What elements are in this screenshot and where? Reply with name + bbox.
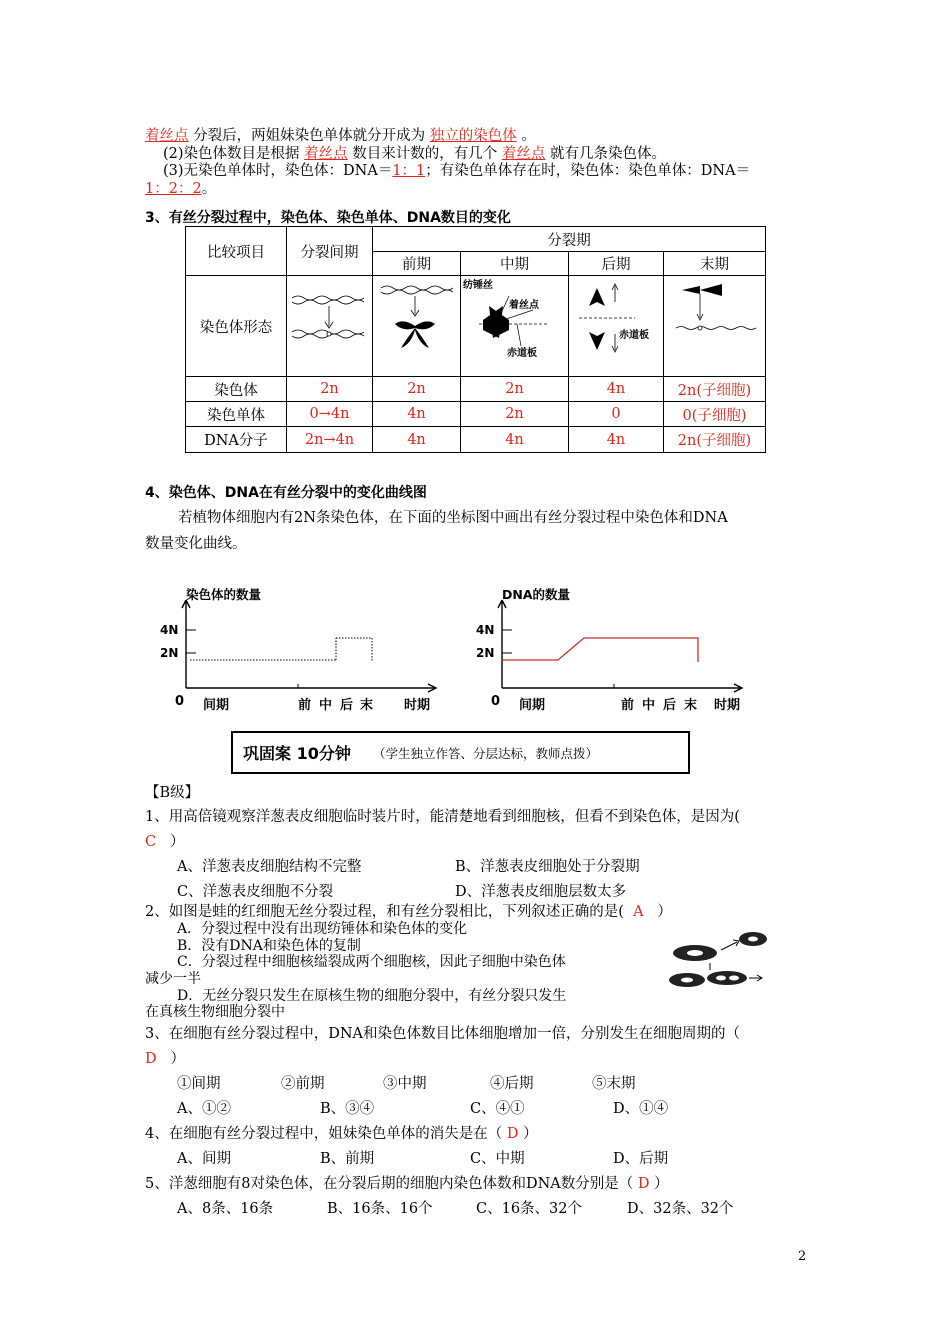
header-item: 比较项目	[186, 227, 287, 276]
section4-heading: 4、染色体、DNA在有丝分裂中的变化曲线图	[145, 485, 427, 501]
intro-text: 就有几条染色体。	[545, 146, 666, 162]
table-cell: 2n	[287, 377, 373, 402]
chart2-x-anaphase: 后	[663, 698, 677, 713]
intro-text: (2)染色体数目是根据	[163, 146, 305, 162]
section4-paragraph-1: 若植物体细胞内有2N条染色体，在下面的坐标图中画出有丝分裂过程中染色体和DNA	[178, 510, 728, 526]
question-3-item-5: ⑤末期	[592, 1076, 636, 1092]
prophase-chromosome-figure	[373, 276, 460, 372]
morph-metaphase	[461, 276, 569, 377]
question-4-stem-line	[145, 1122, 538, 1143]
question-5-option-b: B、16条、16个	[327, 1201, 433, 1217]
section4-paragraph-2: 数量变化曲线。	[145, 536, 247, 552]
question-2-close: ）	[657, 904, 672, 920]
chart1-origin: 0	[175, 694, 185, 709]
intro-text: 分裂后，两姐妹染色单体就分开成为	[188, 128, 430, 144]
table-cell: 4n	[373, 427, 461, 453]
answer-centromere: 着丝点	[145, 128, 189, 144]
interphase-chromosome-figure	[287, 276, 372, 372]
morph-interphase	[287, 276, 373, 377]
intro-text: ；有染色单体存在时，染色体：染色单体：DNA＝	[425, 163, 751, 179]
question-3-option-a: A、①②	[177, 1101, 231, 1117]
question-3-option-b: B、③④	[320, 1101, 375, 1117]
intro-line-4	[145, 177, 216, 198]
question-4-option-a: A、间期	[177, 1151, 231, 1167]
table-cell: 2n(子细胞)	[664, 377, 766, 402]
chart2-x-prophase: 前	[621, 698, 635, 713]
chart1-x-anaphase: 后	[340, 698, 354, 713]
chart1-x-prophase: 前	[298, 698, 312, 713]
morph-prophase	[373, 276, 461, 377]
question-3-item-3: ③中期	[383, 1076, 427, 1092]
question-2-option-d2: 在真核生物细胞分裂中	[145, 1004, 285, 1020]
label-centromere: 着丝点	[509, 300, 539, 311]
question-3-stem: 3、在细胞有丝分裂过程中，DNA和染色体数目比体细胞增加一倍，分别发生在细胞周期的（	[145, 1026, 741, 1042]
morph-telophase	[664, 276, 766, 377]
chart2-title: DNA的数量	[502, 587, 571, 602]
chart2-ytick-2n: 2N	[476, 646, 495, 660]
intro-text: 数目来计数的，有几个	[347, 146, 502, 162]
row-morphology-label: 染色体形态	[186, 276, 287, 377]
consolidation-box	[231, 731, 690, 774]
question-3-item-4: ④后期	[490, 1076, 534, 1092]
header-metaphase: 中期	[461, 252, 569, 276]
label-equatorial-plate-2: 赤道板	[619, 330, 649, 341]
question-5-answer: D	[637, 1176, 650, 1192]
question-5-option-c: C、16条、32个	[476, 1201, 582, 1217]
question-4-stem: 4、在细胞有丝分裂过程中，姐妹染色单体的消失是在（	[145, 1126, 503, 1142]
question-4-answer: D	[506, 1126, 519, 1142]
table-cell: 0→4n	[287, 402, 373, 427]
question-1-option-c: C、洋葱表皮细胞不分裂	[177, 884, 334, 900]
question-3-close: ）	[170, 1051, 185, 1067]
question-3-option-d: D、①④	[613, 1101, 669, 1117]
question-2-answer: A	[633, 904, 644, 920]
question-3-item-1: ①间期	[177, 1076, 221, 1092]
question-5-close: ）	[654, 1176, 669, 1192]
header-anaphase: 后期	[569, 252, 664, 276]
intro-text: 。	[201, 181, 217, 197]
question-1-option-b: B、洋葱表皮细胞处于分裂期	[455, 859, 640, 875]
question-4-option-c: C、中期	[470, 1151, 525, 1167]
comparison-table	[185, 226, 766, 453]
table-cell: 4n	[569, 427, 664, 453]
header-telophase: 末期	[664, 252, 766, 276]
section3-heading: 3、有丝分裂过程中，染色体、染色单体、DNA数目的变化	[145, 210, 511, 226]
answer-ratio-1-2-2: 1：2：2	[145, 181, 202, 197]
intro-text: (3)无染色单体时，染色体：DNA＝	[163, 163, 393, 179]
question-2-option-b: B．没有DNA和染色体的复制	[177, 938, 361, 954]
table-cell: 0	[569, 402, 664, 427]
chart1-ytick-4n: 4N	[160, 623, 179, 637]
header-interphase: 分裂间期	[287, 227, 373, 276]
telophase-chromosome-figure	[664, 276, 765, 372]
chart1-x-interphase: 间期	[203, 698, 230, 713]
anaphase-chromosome-figure	[569, 276, 663, 372]
question-1-answer: C	[145, 834, 157, 850]
answer-ratio-1-1: 1：1	[392, 163, 426, 179]
question-2-option-a: A．分裂过程中没有出现纺锤体和染色体的变化	[177, 921, 468, 937]
chart2-x-interphase: 间期	[519, 698, 546, 713]
level-label: 【B级】	[145, 785, 200, 801]
table-cell: 4n	[461, 427, 569, 453]
answer-centromere-3: 着丝点	[501, 146, 546, 162]
question-1-answer-line	[145, 830, 184, 851]
question-5-option-d: D、32条、32个	[627, 1201, 734, 1217]
label-spindle: 纺锤丝	[463, 280, 493, 291]
question-2-option-d1: D．无丝分裂只发生在原核生物的细胞分裂中，有丝分裂只发生	[177, 988, 567, 1004]
question-3-answer-line	[145, 1047, 185, 1068]
table-cell: 2n→4n	[287, 427, 373, 453]
question-5-stem-line	[145, 1172, 669, 1193]
question-1-close: ）	[169, 834, 185, 850]
header-prophase: 前期	[373, 252, 461, 276]
question-1-option-a: A、洋葱表皮细胞结构不完整	[177, 859, 362, 875]
morph-anaphase	[569, 276, 664, 377]
question-5-option-a: A、8条、16条	[177, 1201, 274, 1217]
question-3-item-2: ②前期	[281, 1076, 325, 1092]
chart1-x-telophase: 末	[360, 698, 374, 713]
answer-centromere-2: 着丝点	[304, 146, 348, 162]
row-chromosome-label: 染色体	[186, 377, 287, 402]
table-cell: 2n(子细胞)	[664, 427, 766, 453]
table-cell: 2n	[461, 402, 569, 427]
question-5-stem: 5、洋葱细胞有8对染色体，在分裂后期的细胞内染色体数和DNA数分别是（	[145, 1176, 634, 1192]
table-cell: 4n	[373, 402, 461, 427]
chart2-x-metaphase: 中	[642, 698, 656, 713]
chart1-ytick-2n: 2N	[160, 646, 179, 660]
chart2-origin: 0	[491, 694, 501, 709]
intro-text: 。	[516, 128, 536, 144]
row-dna-label: DNA分子	[186, 427, 287, 453]
chart1-x-label: 时期	[404, 698, 431, 713]
question-2-stem: 2、如图是蛙的红细胞无丝分裂过程，和有丝分裂相比，下列叙述正确的是(	[145, 904, 624, 920]
table-cell: 2n	[461, 377, 569, 402]
table-cell: 0(子细胞)	[664, 402, 766, 427]
chart1-title: 染色体的数量	[186, 587, 262, 602]
table-cell: 2n	[373, 377, 461, 402]
page-number: 2	[798, 1249, 807, 1264]
consolidation-note: （学生独立作答、分层达标，教师点拨）	[373, 746, 599, 761]
intro-line-3	[163, 159, 750, 180]
chart2-x-label: 时期	[714, 698, 741, 713]
question-2-option-c1: C．分裂过程中细胞核缢裂成两个细胞核，因此子细胞中染色体	[177, 954, 566, 970]
question-3-option-c: C、④①	[470, 1101, 525, 1117]
frog-red-cell-amitosis-figure	[665, 928, 770, 993]
chart2-ytick-4n: 4N	[476, 623, 495, 637]
question-1-stem: 1、用高倍镜观察洋葱表皮细胞临时装片时，能清楚地看到细胞核，但看不到染色体，是因为(	[145, 809, 740, 825]
row-chromatid-label: 染色单体	[186, 402, 287, 427]
dna-curve-line	[502, 638, 698, 662]
chart2-x-telophase: 末	[684, 698, 698, 713]
question-2-option-c2: 减少一半	[145, 971, 201, 987]
consolidation-title: 巩固案 10分钟	[243, 744, 351, 763]
question-4-close: ）	[523, 1126, 538, 1142]
question-4-option-b: B、前期	[320, 1151, 375, 1167]
label-equatorial-plate: 赤道板	[507, 348, 537, 359]
question-3-answer: D	[145, 1051, 157, 1067]
answer-independent-chromosome: 独立的染色体	[429, 128, 517, 144]
chart1-x-metaphase: 中	[319, 698, 333, 713]
table-cell: 4n	[569, 377, 664, 402]
header-division: 分裂期	[373, 227, 766, 252]
question-4-option-d: D、后期	[613, 1151, 669, 1167]
question-1-option-d: D、洋葱表皮细胞层数太多	[455, 884, 627, 900]
